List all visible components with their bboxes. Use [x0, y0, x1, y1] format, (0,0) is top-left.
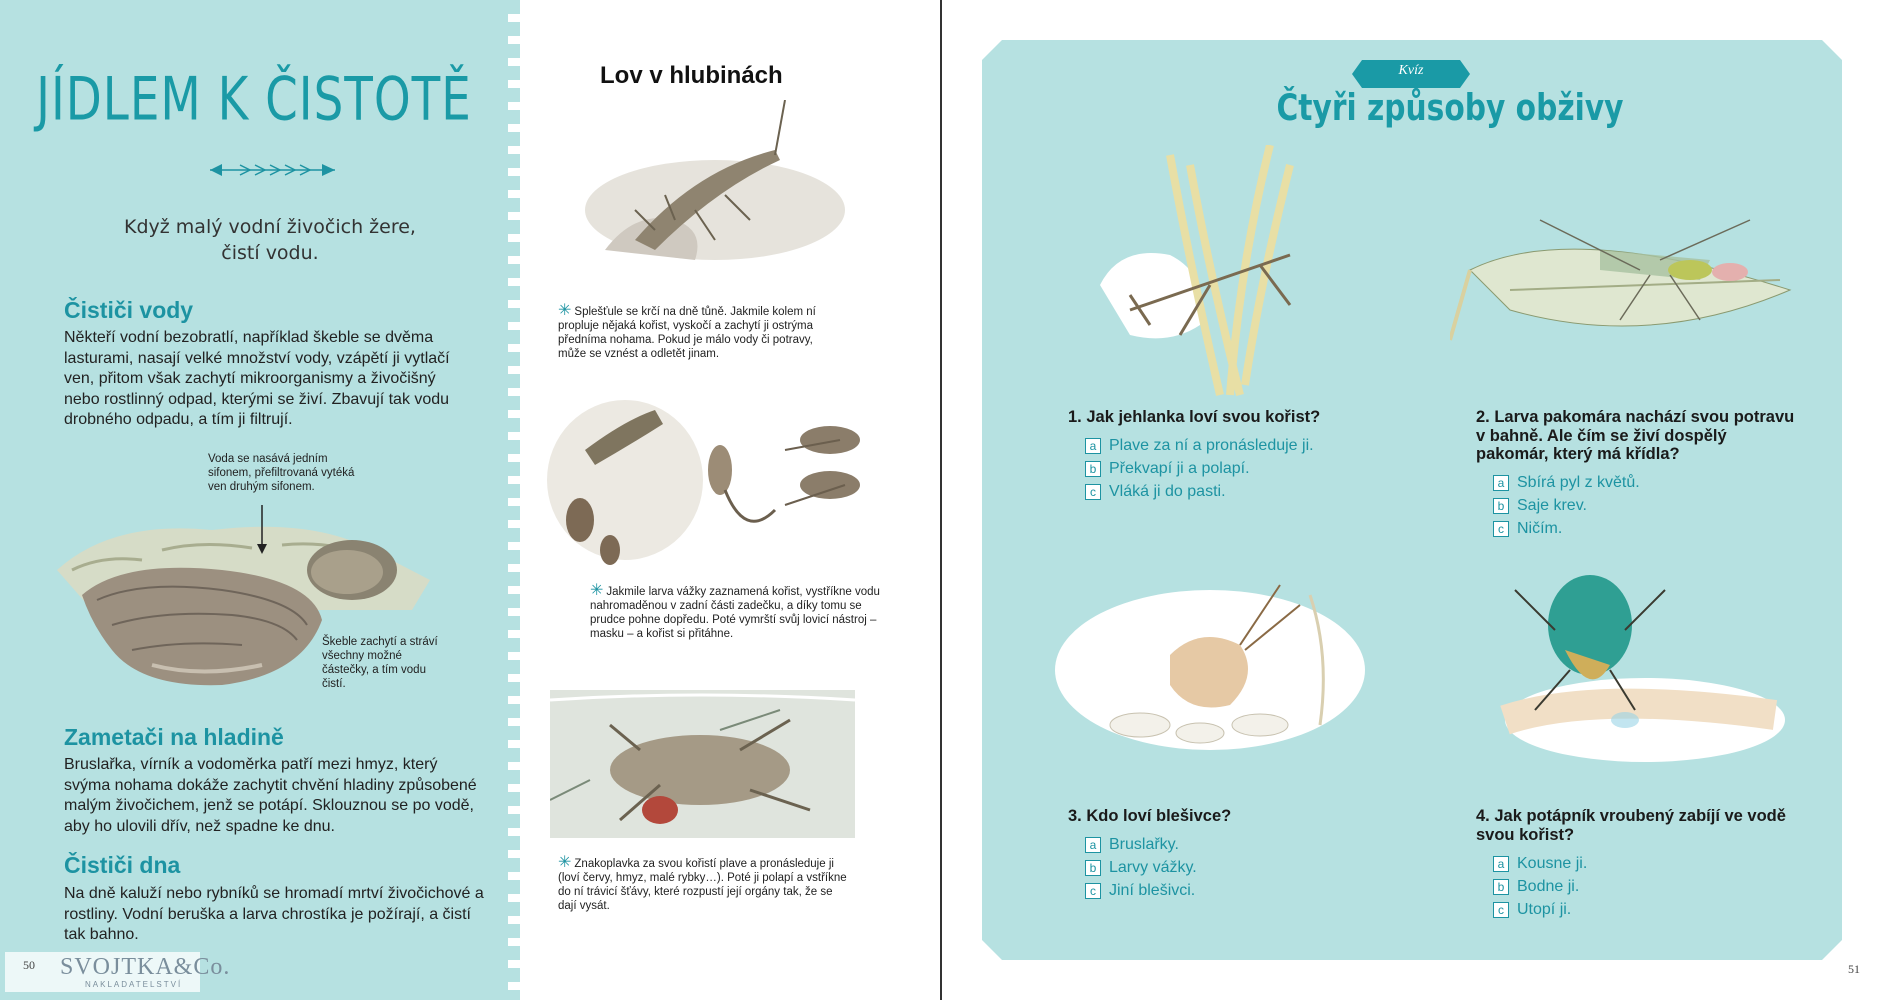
- page-number: 50: [23, 958, 35, 972]
- option-letter: c: [1493, 902, 1509, 918]
- answer-list-1: [1085, 434, 1385, 503]
- answer-option[interactable]: [1493, 875, 1793, 898]
- option-letter: b: [1085, 461, 1101, 477]
- asterisk-icon: ✳: [590, 582, 604, 599]
- heading-cistici-dna: Čističi dna: [64, 852, 181, 878]
- option-text: Bruslařky.: [1109, 836, 1179, 853]
- heading-zametaci: Zametači na hladině: [64, 724, 284, 750]
- intro-text: Když malý vodní živočich žere, čistí vodu.: [124, 216, 416, 264]
- question-2: 2. Larva pakomára nachází svou potravu v bahně. Ale čím se živí dospělý pakomár, který má křídla?: [1476, 408, 1795, 463]
- section-text: Někteří vodní bezobratlí, například škeble se dvěma lasturami, nasají velké množství vody, vzápětí ji vytlačí ven, přitom však zachytí mikroorganismy a živočišný nebo rostlinný odpad, kterými se živí. Zbavují tak vodu drobného odpadu, a tím ji filtrují.: [64, 329, 450, 428]
- answer-option[interactable]: [1085, 833, 1385, 856]
- logo-subtext: NAKLADATELSTVÍ: [85, 980, 183, 989]
- mussel-note-top: Voda se nasává jedním sifonem, přefiltrovaná vytéká ven druhým sifonem.: [208, 453, 355, 493]
- answer-option[interactable]: [1085, 856, 1385, 879]
- midge-on-leaf-illustration: [1450, 200, 1800, 350]
- option-text: Kousne ji.: [1517, 855, 1588, 872]
- note-znakoplavka: [558, 856, 848, 913]
- option-letter: c: [1493, 521, 1509, 537]
- question-4: 4. Jak potápník vroubený zabíjí ve vodě svou kořist?: [1476, 807, 1786, 844]
- option-text: Utopí ji.: [1517, 901, 1572, 918]
- logo-text: SVOJTKA&Co.: [60, 954, 231, 980]
- page-title: JÍDLEM K ČISTOTĚ: [36, 65, 472, 135]
- mussel-note-bottom: Škeble zachytí a stráví všechny možné částečky, a tím vodu čistí.: [322, 636, 438, 690]
- heading-cistici-vody: Čističi vody: [64, 297, 194, 323]
- backswimmer-illustration: [550, 690, 855, 838]
- option-text: Vláká ji do pasti.: [1109, 483, 1226, 500]
- option-text: Larvy vážky.: [1109, 859, 1197, 876]
- option-letter: a: [1085, 837, 1101, 853]
- quiz-badge-label: Kvíz: [1398, 63, 1424, 78]
- option-letter: c: [1085, 883, 1101, 899]
- answer-option[interactable]: [1493, 852, 1793, 875]
- question-3: 3. Kdo loví blešivce?: [1068, 807, 1232, 825]
- option-letter: b: [1085, 860, 1101, 876]
- answer-option[interactable]: [1085, 879, 1385, 902]
- asterisk-icon: ✳: [558, 854, 572, 871]
- option-letter: c: [1085, 484, 1101, 500]
- amphipod-illustration: [1050, 575, 1370, 755]
- option-text: Bodne ji.: [1517, 878, 1580, 895]
- answer-option[interactable]: [1493, 471, 1793, 494]
- answer-option[interactable]: [1085, 434, 1385, 457]
- option-text: Jiní blešivci.: [1109, 882, 1196, 899]
- answer-list-2: [1493, 471, 1793, 540]
- answer-list-3: [1085, 833, 1385, 902]
- quiz-title: Čtyři způsoby obživy: [1276, 86, 1624, 129]
- note-splestule: [558, 304, 828, 361]
- stick-insect-illustration: [1090, 145, 1330, 400]
- diving-beetle-illustration: [1495, 570, 1785, 770]
- option-text: Sbírá pyl z květů.: [1517, 474, 1640, 491]
- option-text: Překvapí ji a polapí.: [1109, 460, 1250, 477]
- decorative-edge: [508, 0, 520, 1000]
- option-letter: a: [1085, 438, 1101, 454]
- option-letter: a: [1493, 475, 1509, 491]
- note-text: Splešťule se krčí na dně tůně. Jakmile kolem ní propluje nějaká kořist, vyskočí a zachytí ji ostrýma předníma nohama. Pokud je málo vody či potravy, může se vznést a odletět jinam.: [558, 306, 816, 360]
- left-page: [0, 0, 940, 1000]
- note-vazka: [590, 584, 880, 641]
- option-letter: b: [1493, 879, 1509, 895]
- option-letter: a: [1493, 856, 1509, 872]
- option-text: Plave za ní a pronásleduje ji.: [1109, 437, 1314, 454]
- page-divider: [940, 0, 942, 1000]
- answer-option[interactable]: [1085, 457, 1385, 480]
- option-text: Saje krev.: [1517, 497, 1587, 514]
- asterisk-icon: ✳: [558, 302, 572, 319]
- arrow-ornament-icon: [210, 163, 335, 177]
- option-text: Ničím.: [1517, 520, 1563, 537]
- publisher-logo: [5, 952, 231, 992]
- section-text: Na dně kaluží nebo rybníků se hromadí mrtví živočichové a rostliny. Vodní beruška a larva chrostíka je požírají, a čistí tak bahno.: [64, 885, 484, 943]
- question-1: 1. Jak jehlanka loví svou kořist?: [1068, 408, 1321, 426]
- option-letter: b: [1493, 498, 1509, 514]
- answer-list-4: [1493, 852, 1793, 921]
- answer-option[interactable]: [1493, 517, 1793, 540]
- answer-option[interactable]: [1493, 898, 1793, 921]
- page-number: 51: [1848, 962, 1860, 976]
- note-text: Znakoplavka za svou kořistí plave a pronásleduje ji (loví červy, hmyz, malé rybky…). Poté ji polapí a vstříkne do ní trávicí šťávy, které rozpustí její orgány tak, že se dají vysát.: [558, 858, 847, 912]
- dragonfly-larva-illustration: [545, 390, 890, 565]
- section-text: Bruslařka, vírník a vodoměrka patří mezi hmyz, který svýma nohama dokáže zachytit chvění hladiny způsobené malým živočichem, jenž se potápí. Sklouznou se po vodě, aby ho ulovili dřív, než spadne ke dnu.: [64, 756, 477, 835]
- answer-option[interactable]: [1493, 494, 1793, 517]
- note-text: Jakmile larva vážky zaznamená kořist, vystříkne vodu nahromaděnou v zadní části zadečku, a díky tomu se prudce pohne dopředu. Poté vymrští svůj lovicí nástroj – masku – a kořist si přitáhne.: [590, 586, 880, 640]
- middle-title: Lov v hlubinách: [600, 62, 783, 89]
- water-scorpion-illustration: [575, 100, 855, 270]
- answer-option[interactable]: [1085, 480, 1385, 503]
